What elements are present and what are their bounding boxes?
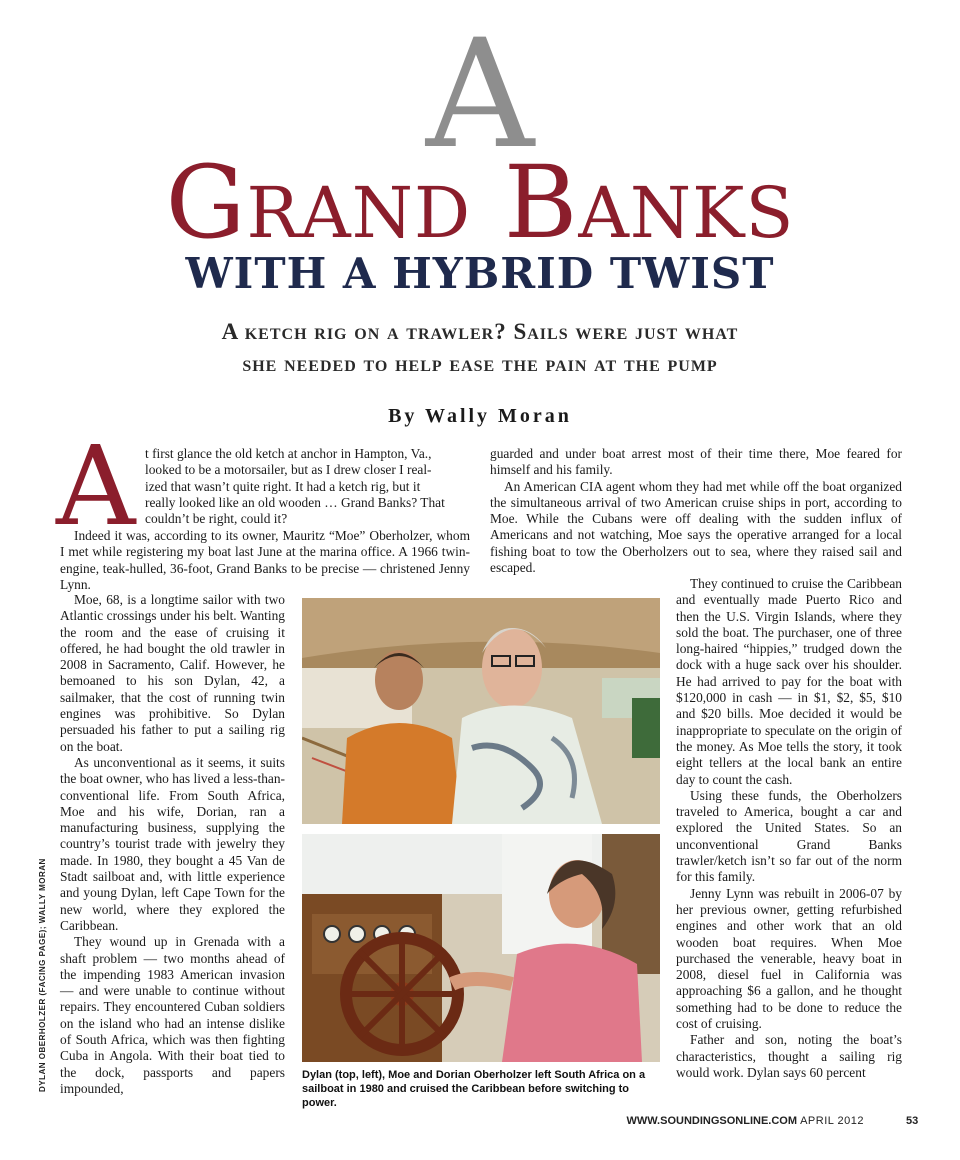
body-paragraph: Moe, 68, is a longtime sailor with two Atlantic crossings under his belt. Wanting the room and the ease of cruising it offered, he had bought the old trawler in 2008 in Sacramento, Calif. However, he bemoaned to his son Dylan, 42, a sailmaker, that the cost of running twin engines was prohibitive. So Dylan persuaded his father to put a sailing rig on the boat. <box>60 592 285 754</box>
deck-line-2: she needed to help ease the pain at the pump <box>242 351 718 376</box>
body-paragraph: They continued to cruise the Caribbean and eventually made Puerto Rico and then the U.S. Virgin Islands, where they sold the boat. The purchaser, one of three long-haired “hippies,” trudged down the dock with a huge sack over his shoulder. He had arrived to pay for the boat with $120,000 in cash — in $1, $2, $5, $10 and $20 bills. Moe decided it would be inappropriate to speculate on the origin of the money. As Moe tells the story, it took eight tellers at the local bank an entire day to count the cash. <box>676 576 902 787</box>
lead-paragraph <box>145 446 470 527</box>
byline: By Wally Moran <box>388 405 572 427</box>
body-paragraph: Father and son, noting the boat’s characteristics, thought a sailing rig would work. Dylan says 60 percent <box>676 1032 902 1080</box>
lead-line: t first glance the old ketch at anchor in Hampton, Va., <box>145 446 432 461</box>
drop-cap: A <box>56 422 136 550</box>
body-paragraph: Jenny Lynn was rebuilt in 2006-07 by her previous owner, getting refurbished engines and other work that an old wooden boat requires. When Moe purchased the venerable, heavy boat in 2008, diesel fuel in California was approaching $6 a gallon, and he thought something had to be done to reduce the cost of cruising. <box>676 885 902 1032</box>
photo-dorian-at-helm-image <box>302 834 660 1062</box>
body-paragraph: An American CIA agent whom they had met while off the boat organized the simultaneous arrival of two American cruise ships in port, according to Moe. While the Cubans were off dealing with the sudden influx of Americans and not watching, Moe says the operative arranged for a local fishing boat to tow the Oberholzers out to sea, where they raised sail and escaped. <box>490 478 902 576</box>
body-paragraph: As unconventional as it seems, it suits the boat owner, who has lived a less-than-conventional life. From South Africa, Moe and his wife, Dorian, ran a manufacturing business, supplying the country’s tourist trade with jewelry they made. In 1980, they bought a 45 Van de Stadt sailboat and, with little experience and young Dylan, left Cape Town for the new world, where they explored the Caribbean. <box>60 754 285 933</box>
body-paragraph: guarded and under boat arrest most of their time there, Moe feared for himself and his family. <box>490 446 902 478</box>
photo-caption: Dylan (top, left), Moe and Dorian Oberholzer left South Africa on a sailboat in 1980 and cruised the Caribbean before switching to power. <box>302 1069 646 1109</box>
column2-narrow-text <box>676 576 902 1081</box>
deck-line-1: A ketch rig on a trawler? Sails were just what <box>221 319 739 344</box>
body-paragraph: They wound up in Grenada with a shaft problem — two months ahead of the impending 1983 American invasion — and were unable to continue without repairs. They encountered Cuban soldiers on the island who had an intense dislike of South Africa, which was then fighting Cuba in Angola. With their boat tied to the dock, passports and papers impounded, <box>60 934 285 1096</box>
photo-dorian-at-helm <box>302 834 660 1062</box>
lead-line: looked to be a motorsailer, but as I drew closer I real- <box>145 462 432 478</box>
footer-publication <box>627 1115 864 1127</box>
body-paragraph: Indeed it was, according to its owner, Mauritz “Moe” Oberholzer, whom I met while registering my boat last June at the marina office. A 1966 twin-engine, teak-hulled, 36-foot, Grand Banks to be precise — christened Jenny Lynn. <box>60 528 470 592</box>
lead-line: really looked like an old wooden … Grand Banks? That <box>145 494 445 510</box>
photo-moe-and-dylan <box>302 598 660 824</box>
deck-subheadline <box>0 316 960 380</box>
footer-website: WWW.SOUNDINGSONLINE.COM <box>626 1115 798 1127</box>
photo-credit: DYLAN OBERHOLZER (FACING PAGE); WALLY MORAN <box>38 858 47 1092</box>
lead-line: ized that wasn’t quite right. It had a ketch rig, but it <box>145 478 421 494</box>
headline-grand-banks: Grand Banks <box>165 144 795 261</box>
footer-issue-date: APRIL 2012 <box>800 1115 864 1127</box>
lead-line: couldn’t be right, could it? <box>145 511 288 527</box>
headline-hybrid-twist: WITH A HYBRID TWIST <box>185 249 775 298</box>
body-paragraph: Using these funds, the Oberholzers traveled to America, bought a car and explored the United States. So an unconventional Grand Banks trawler/ketch isn’t so far out of the norm for this family. <box>676 787 902 885</box>
title-letter-a: A <box>425 8 535 182</box>
page-number: 53 <box>906 1115 919 1127</box>
column1-narrow-text <box>60 592 285 1097</box>
column1-wide-text <box>60 528 470 593</box>
photo-moe-and-dylan-image <box>302 598 660 824</box>
column2-wide-text <box>490 446 902 576</box>
